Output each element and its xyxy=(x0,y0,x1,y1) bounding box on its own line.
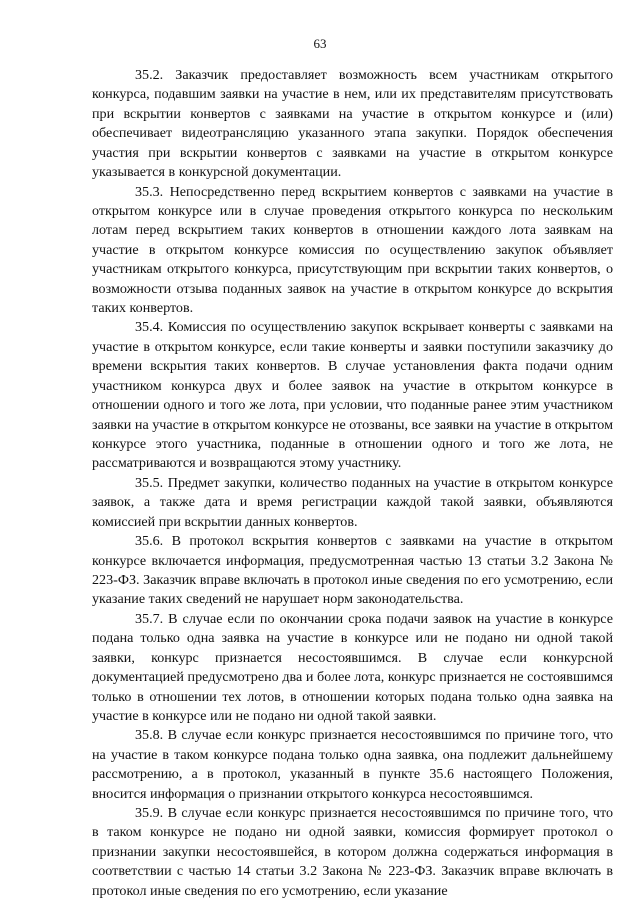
paragraph-35-3: 35.3. Непосредственно перед вскрытием конвертов с заявками на участие в открытом конкурсе или в случае проведения открытого конкурса по нескольким лотам перед вскрытием таких конвертов в отношении каждого лота заявкам на участие в открытом конкурсе комиссия по осуществлению закупок объявляет участникам открытого конкурса, присутствующим при вскрытии таких конвертов, о возможности отзыва поданных заявок на участие в открытом конкурсе до вскрытия таких конвертов. xyxy=(92,183,613,317)
paragraph-35-2: 35.2. Заказчик предоставляет возможность всем участникам открытого конкурса, подавшим заявки на участие в нем, или их представителям присутствовать при вскрытии конвертов с заявками на участие в открытом конкурсе и (или) обеспечивает видеотрансляцию указанного этапа закупки. Порядок обеспечения участия при вскрытии конвертов с заявками на участие в открытом конкурсе указывается в конкурсной документации. xyxy=(92,67,613,181)
paragraph-35-4: 35.4. Комиссия по осуществлению закупок вскрывает конверты с заявками на участие в открытом конкурсе, если такие конверты и заявки поступили заказчику до времени вскрытия таких конвертов. В случае установления факта подачи одним участником конкурса двух и более заявок на участие в открытом конкурсе в отношении одного и того же лота, при условии, что поданные ранее этим участником заявки на участие в открытом конкурсе не отозваны, все заявки на участие в открытом конкурсе этого участника, поданные в отношении одного и того же лота, не рассматриваются и возвращаются этому участнику. xyxy=(92,319,613,472)
paragraph-35-7: 35.7. В случае если по окончании срока подачи заявок на участие в конкурсе подана только одна заявка на участие в конкурсе или не подано ни одной такой заявки, конкурс признается несостоявшимся. В случае если конкурсной документацией предусмотрено два и более лота, конкурс признается не состоявшимся только в отношении тех лотов, в отношении которых подана только одна заявка на участие в конкурсе или не подано ни одной такой заявки. xyxy=(92,610,613,724)
paragraph-35-8: 35.8. В случае если конкурс признается несостоявшимся по причине того, что на участие в таком конкурсе подана только одна заявка, она подлежит дальнейшему рассмотрению, а в протокол, указанный в пункте 35.6 настоящего Положения, вносится информация о признании открытого конкурса несостоявшимся. xyxy=(92,727,613,802)
paragraph-35-6: 35.6. В протокол вскрытия конвертов с заявками на участие в открытом конкурсе включается информация, предусмотренная частью 13 статьи 3.2 Закона № 223-ФЗ. Заказчик вправе включать в протокол иные сведения по его усмотрению, если указание таких сведений не нарушает норм законодательства. xyxy=(92,533,613,608)
page-number: 63 xyxy=(313,36,327,51)
paragraph-35-9: 35.9. В случае если конкурс признается несостоявшимся по причине того, что в таком конкурсе не подано ни одной заявки, комиссия формирует протокол о признании закупки несостоявшейся, в котором должна содержаться информация в соответствии с частью 14 статьи 3.2 Закона № 223-ФЗ. Заказчик вправе включать в протокол иные сведения по его усмотрению, если указание xyxy=(92,805,613,899)
document-body xyxy=(92,66,613,901)
paragraph-35-5: 35.5. Предмет закупки, количество поданных на участие в открытом конкурсе заявок, а также дата и время регистрации каждой такой заявки, объявляются комиссией при вскрытии данных конвертов. xyxy=(92,474,613,530)
